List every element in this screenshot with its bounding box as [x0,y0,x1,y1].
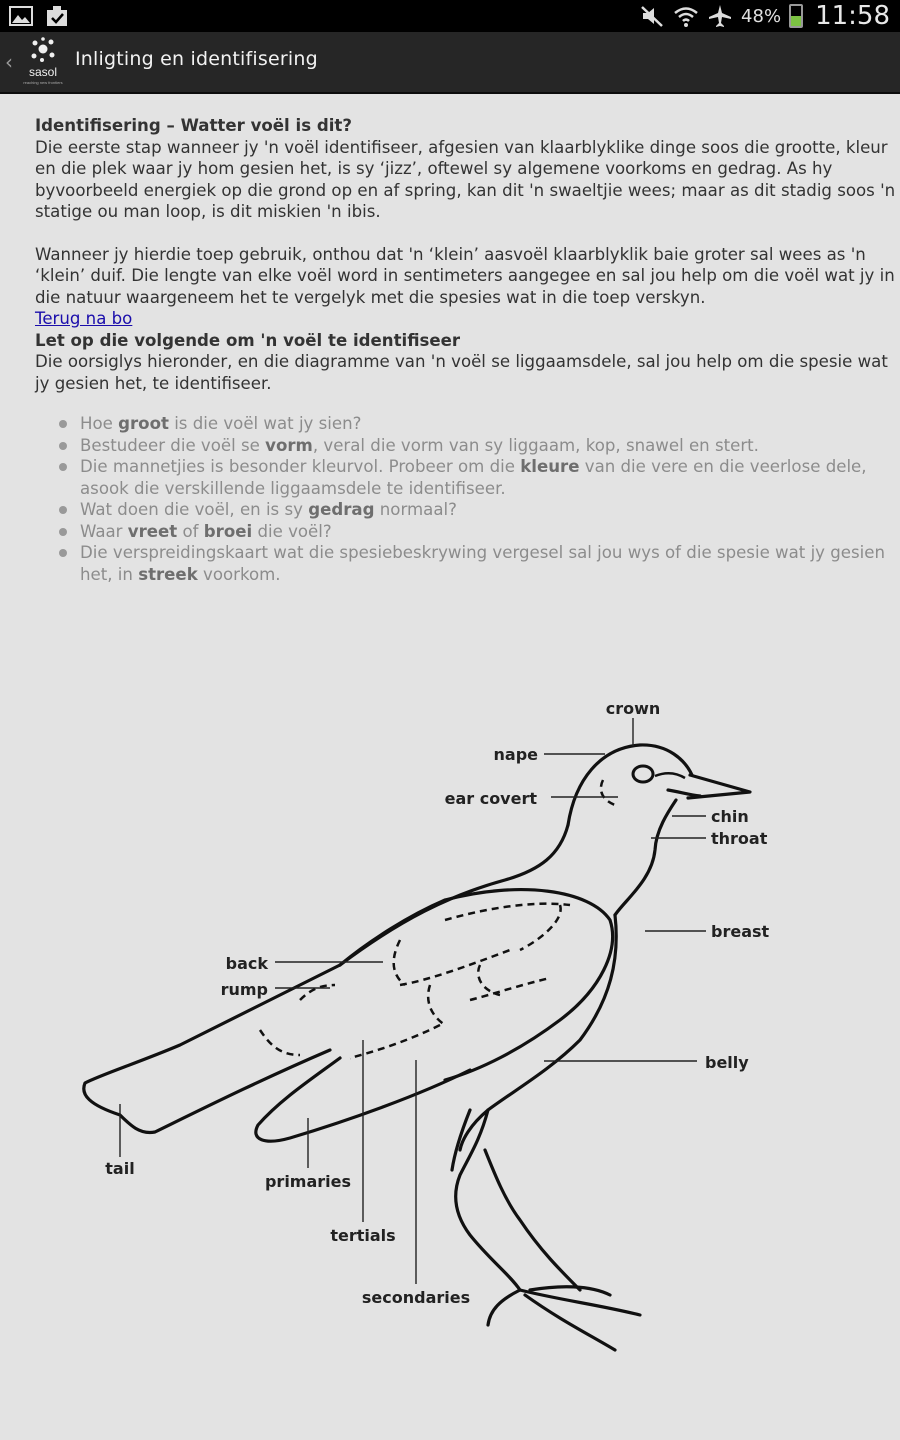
label-tertials: tertials [330,1226,396,1245]
status-bar [0,0,900,32]
label-back: back [225,954,268,973]
battery-icon [789,4,803,28]
list-item: Wat doen die voël, en is sy gedrag normaal? [80,499,900,521]
sasol-logo[interactable] [18,36,68,88]
list-item: Waar vreet of broei die voël? [80,521,900,543]
list-item: Die verspreidingskaart wat die spesiebeskrywing vergesel sal jou wys of die spesie wat jy gesien het, in streek voorkom. [80,542,900,585]
action-bar [0,32,900,94]
label-primaries: primaries [264,1172,352,1191]
back-chevron-icon[interactable]: ‹ [5,50,13,74]
paragraph: Wanneer jy hierdie toep gebruik, onthou dat 'n ‘klein’ aasvoël klaarblyklik baie groter sal wees as 'n ‘klein’ duif. Die lengte van elke voël word in sentimeters aangegee en sal jou help om die voël wat jy in die natuur waargeneem het te vergelyk met die spesies wat in die toep verskyn. [35,244,895,307]
label-breast: breast [711,922,770,941]
section-checklist [35,330,900,395]
paragraph: Die oorsiglys hieronder, en die diagramme van 'n voël se liggaamsdele, sal jou help om die spesie wat jy gesien het, te identifiseer. [35,352,888,393]
label-secondaries: secondaries [361,1288,471,1307]
back-to-top-link[interactable]: Terug na bo [35,309,133,328]
wifi-icon [673,4,699,28]
bird-topography-diagram [0,680,900,1380]
label-rump: rump [220,980,268,999]
label-throat: throat [711,829,768,848]
page-title: Inligting en identifisering [75,48,318,70]
label-ear-covert: ear covert [444,789,537,808]
clock: 11:58 [815,1,890,31]
section-identification [35,115,900,223]
airplane-icon [707,4,733,28]
battery-percent: 48% [741,5,782,27]
svg-text:sasol: sasol [28,65,58,79]
content-area [35,115,900,585]
list-item: Bestudeer die voël se vorm, veral die vorm van sy liggaam, kop, snawel en stert. [80,435,900,457]
svg-text:reaching new frontiers: reaching new frontiers [23,80,63,85]
list-item: Hoe groot is die voël wat jy sien? [80,413,900,435]
section-heading: Identifisering – Watter voël is dit? [35,116,352,135]
label-tail: tail [105,1159,135,1178]
label-crown: crown [605,699,661,718]
label-nape: nape [493,745,538,764]
label-belly: belly [705,1053,749,1072]
clipboard-check-icon [44,4,70,28]
label-chin: chin [711,807,749,826]
paragraph: Die eerste stap wanneer jy 'n voël identifiseer, afgesien van klaarblyklike dinge soos die grootte, kleur en die plek waar jy hom gesien het, is sy ‘jizz’, oftewel sy algemene voorkoms en gedrag. As hy byvoorbeeld energiek op die grond op en af spring, kan dit 'n swaeltjie wees; maar as dit stadig soos 'n statige ou man loop, is dit miskien 'n ibis. [35,137,896,221]
checklist [35,413,900,585]
list-item: Die mannetjies is besonder kleurvol. Probeer om die kleure van die vere en die veerlose dele, asook die verskillende liggaamsdele te identifiseer. [80,456,900,499]
mute-icon [639,4,665,28]
section-heading: Let op die volgende om 'n voël te identifiseer [35,330,461,350]
gallery-icon [8,4,34,28]
